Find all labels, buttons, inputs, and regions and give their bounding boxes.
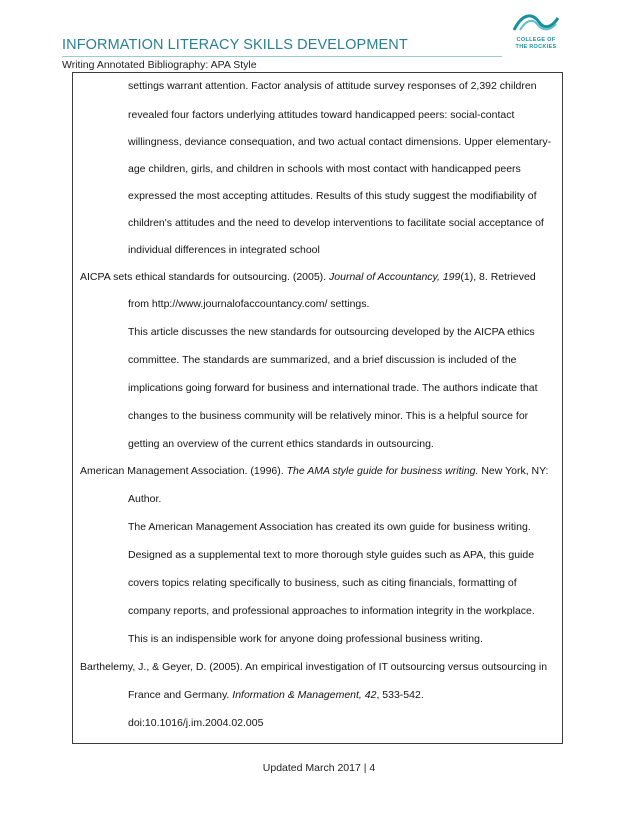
- citation-journal: Journal of Accountancy, 199: [329, 271, 461, 283]
- citation-ama: [80, 465, 548, 478]
- citation-journal: Information & Management, 42: [232, 689, 377, 701]
- annotation-line: company reports, and professional approaches to information integrity in the workplace.: [128, 605, 535, 617]
- annotation-line: committee. The standards are summarized, and a brief discussion is included of the: [128, 354, 517, 366]
- annotation-line: This is an indispensible work for anyone doing professional business writing.: [128, 633, 483, 645]
- citation-doi: doi:10.1016/j.im.2004.02.005: [128, 717, 264, 729]
- annotation-line: covers topics relating specifically to business, such as citing financials, formatting of: [128, 577, 517, 589]
- annotation-line: getting an overview of the current ethics standards in outsourcing.: [128, 438, 434, 450]
- citation-continuation: Author.: [128, 493, 162, 505]
- mountain-logo-icon: [512, 10, 560, 34]
- citation-text: , 533-542.: [376, 689, 424, 701]
- citation-continuation: from http://www.journalofaccountancy.com/ settings.: [128, 298, 370, 310]
- annotation-line: changes to the business community will be relatively minor. This is a helpful source for: [128, 410, 529, 422]
- page-header-title: INFORMATION LITERACY SKILLS DEVELOPMENT: [62, 37, 408, 53]
- logo-text-line1: COLLEGE OF: [516, 37, 556, 43]
- citation-text: (1), 8. Retrieved: [460, 271, 536, 283]
- annotation-line: expressed the most accepting attitudes. Results of this study suggest the modifiability of: [128, 190, 537, 202]
- annotation-line: implications going forward for business and international trade. The authors indicate that: [128, 382, 538, 394]
- annotation-line: revealed four factors underlying attitudes toward handicapped peers: social-contact: [128, 109, 515, 121]
- header-divider: [62, 56, 502, 57]
- annotation-line: children's attitudes and the need to develop interventions to facilitate social acceptance of: [128, 217, 544, 229]
- citation-text: AICPA sets ethical standards for outsourcing. (2005).: [80, 271, 330, 283]
- citation-book-title: The AMA style guide for business writing.: [286, 465, 479, 477]
- annotation-line: settings warrant attention. Factor analysis of attitude survey responses of 2,392 children: [128, 80, 537, 92]
- citation-text: American Management Association. (1996).: [80, 465, 287, 477]
- citation-text: New York, NY:: [478, 465, 549, 477]
- annotation-line: willingness, deviance consequation, and two actual contact dimensions. Upper elementary-: [128, 136, 552, 148]
- annotation-line: This article discusses the new standards for outsourcing developed by the AICPA ethics: [128, 326, 535, 338]
- logo-text-line2: THE ROCKIES: [515, 44, 557, 50]
- annotation-line: age children, girls, and children in schools with most contact with handicapped peers: [128, 163, 521, 175]
- page-header-subtitle: Writing Annotated Bibliography: APA Style: [62, 59, 257, 71]
- college-logo: [496, 10, 576, 54]
- citation-text: France and Germany.: [128, 689, 233, 701]
- citation-aicpa: [80, 271, 536, 284]
- citation-barthelemy: Barthelemy, J., & Geyer, D. (2005). An empirical investigation of IT outsourcing versus outsourcing in: [80, 661, 548, 673]
- annotation-line: individual differences in integrated school: [128, 244, 320, 256]
- page-footer: Updated March 2017 | 4: [262, 762, 376, 774]
- annotation-line: Designed as a supplemental text to more thorough style guides such as APA, this guide: [128, 549, 535, 561]
- citation-continuation: [128, 689, 424, 702]
- annotation-line: The American Management Association has created its own guide for business writing.: [128, 521, 531, 533]
